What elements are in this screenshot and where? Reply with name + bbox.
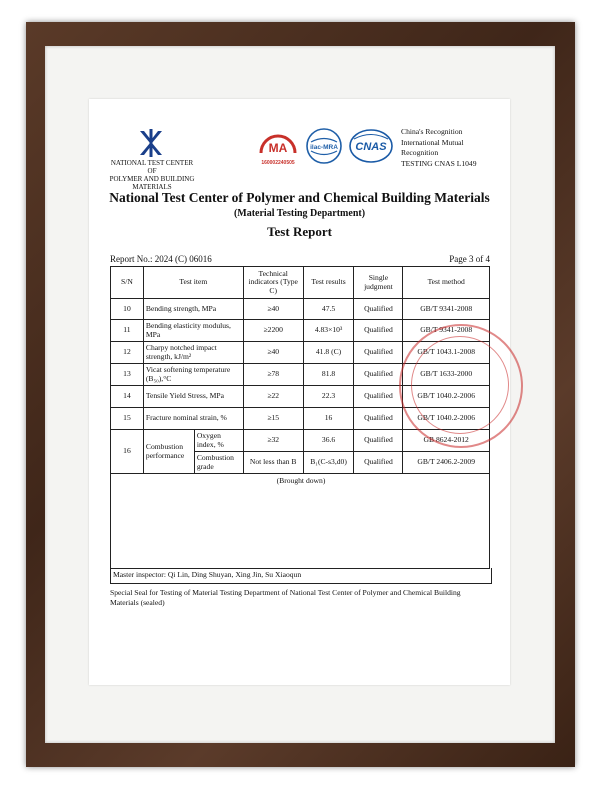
table-row [111, 299, 490, 320]
table-header-row [111, 267, 490, 299]
cell-sn: 16 [111, 430, 144, 474]
header-results: Test results [303, 267, 354, 299]
cell-subitem: Combustion grade [194, 452, 243, 474]
ilac-label: ilac-MRA [310, 144, 338, 151]
cell-method: GB/T 1043.1-2008 [403, 342, 490, 364]
header-sn: S/N [111, 267, 144, 299]
cell-judgment: Qualified [354, 408, 403, 430]
header-test-item: Test item [143, 267, 243, 299]
test-center-logo-icon [137, 129, 165, 157]
cell-indicator: ≥32 [243, 430, 303, 452]
cell-subitem: Oxygen index, % [194, 430, 243, 452]
cell-method: GB/T 9341-2008 [403, 299, 490, 320]
header-method: Test method [403, 267, 490, 299]
cell-judgment: Qualified [354, 386, 403, 408]
cell-indicator: ≥40 [243, 299, 303, 320]
cell-item: Tensile Yield Stress, MPa [143, 386, 243, 408]
cell-item: Bending strength, MPa [143, 299, 243, 320]
cell-result: 4.83×10³ [303, 320, 354, 342]
cell-result: 47.5 [303, 299, 354, 320]
cell-result: 36.6 [303, 430, 354, 452]
cell-result: B₁(C-s3,d0) [303, 452, 354, 474]
cell-item: Bending elasticity modulus, MPa [143, 320, 243, 342]
report-title: Test Report [267, 224, 332, 239]
cell-result: 22.3 [303, 386, 354, 408]
department-title: (Material Testing Department) [233, 208, 366, 219]
cell-method: GB/T 1633-2000 [403, 364, 490, 386]
cell-judgment: Qualified [354, 299, 403, 320]
cell-indicator: ≥15 [243, 408, 303, 430]
report-number: Report No.: 2024 (C) 06016 [110, 254, 212, 264]
recognition-text [401, 127, 501, 169]
cell-item: Charpy notched impact strength, kJ/m² [143, 342, 243, 364]
cnas-logo-icon [348, 127, 394, 165]
header-judgment: Single judgment [354, 267, 403, 299]
cell-judgment: Qualified [354, 320, 403, 342]
cell-sn: 13 [111, 364, 144, 386]
recognition-line: Recognition [401, 148, 439, 157]
report-page [89, 99, 510, 685]
cell-sn: 10 [111, 299, 144, 320]
logo-line: POLYMER AND BUILDING [109, 175, 195, 183]
recognition-line: TESTING CNAS L1049 [401, 158, 477, 168]
cell-sn: 15 [111, 408, 144, 430]
cma-logo-icon [258, 131, 298, 161]
cell-method: GB/T 9341-2008 [403, 320, 490, 342]
page-indicator: Page 3 of 4 [449, 254, 490, 264]
cell-judgment: Qualified [354, 342, 403, 364]
cell-indicator: Not less than B [243, 452, 303, 474]
recognition-line: China's Recognition [401, 127, 463, 136]
test-center-logo-text [107, 159, 197, 191]
cell-indicator: ≥2200 [243, 320, 303, 342]
cell-result: 81.8 [303, 364, 354, 386]
brought-down-note: (Brought down) [276, 476, 326, 485]
cell-indicator: ≥40 [243, 342, 303, 364]
cell-sn: 12 [111, 342, 144, 364]
cell-method: GB/T 1040.2-2006 [403, 408, 490, 430]
cell-judgment: Qualified [354, 452, 403, 474]
cell-judgment: Qualified [354, 364, 403, 386]
header-indicators: Technical indicators (Type C) [243, 267, 303, 299]
report-main-title: National Test Center of Polymer and Chemical Building Materials [109, 190, 490, 205]
cell-item: Fracture nominal strain, % [143, 408, 243, 430]
logo-line: MATERIALS [132, 183, 172, 191]
master-inspector: Master inspector: Qi Lin, Ding Shuyan, Xing Jin, Su Xiaoqun [110, 568, 492, 584]
cma-label: MA [268, 141, 288, 155]
cnas-label: CNAS [355, 141, 387, 153]
cell-indicator: ≥22 [243, 386, 303, 408]
cell-method: GB 8624-2012 [403, 430, 490, 452]
cma-number: 160002240505 [261, 160, 295, 166]
cell-item: Vicat softening temperature (B₅₀),°C [143, 364, 243, 386]
seal-stamp-inner [411, 336, 509, 434]
cell-method: GB/T 1040.2-2006 [403, 386, 490, 408]
cell-sn: 11 [111, 320, 144, 342]
cell-method: GB/T 2406.2-2009 [403, 452, 490, 474]
cell-result: 16 [303, 408, 354, 430]
blank-area [110, 473, 490, 569]
cell-result: 41.8 (C) [303, 342, 354, 364]
seal-note: Special Seal for Testing of Material Testing Department of National Test Center of Polymer and Chemical Building Materials (sealed) [110, 588, 461, 607]
cell-judgment: Qualified [354, 430, 403, 452]
recognition-line: International Mutual [401, 137, 464, 147]
ilac-mra-logo-icon [305, 127, 343, 165]
cell-indicator: ≥78 [243, 364, 303, 386]
cell-sn: 14 [111, 386, 144, 408]
cell-group: Combustion performance [143, 430, 194, 474]
logo-line: NATIONAL TEST CENTER OF [110, 159, 194, 175]
